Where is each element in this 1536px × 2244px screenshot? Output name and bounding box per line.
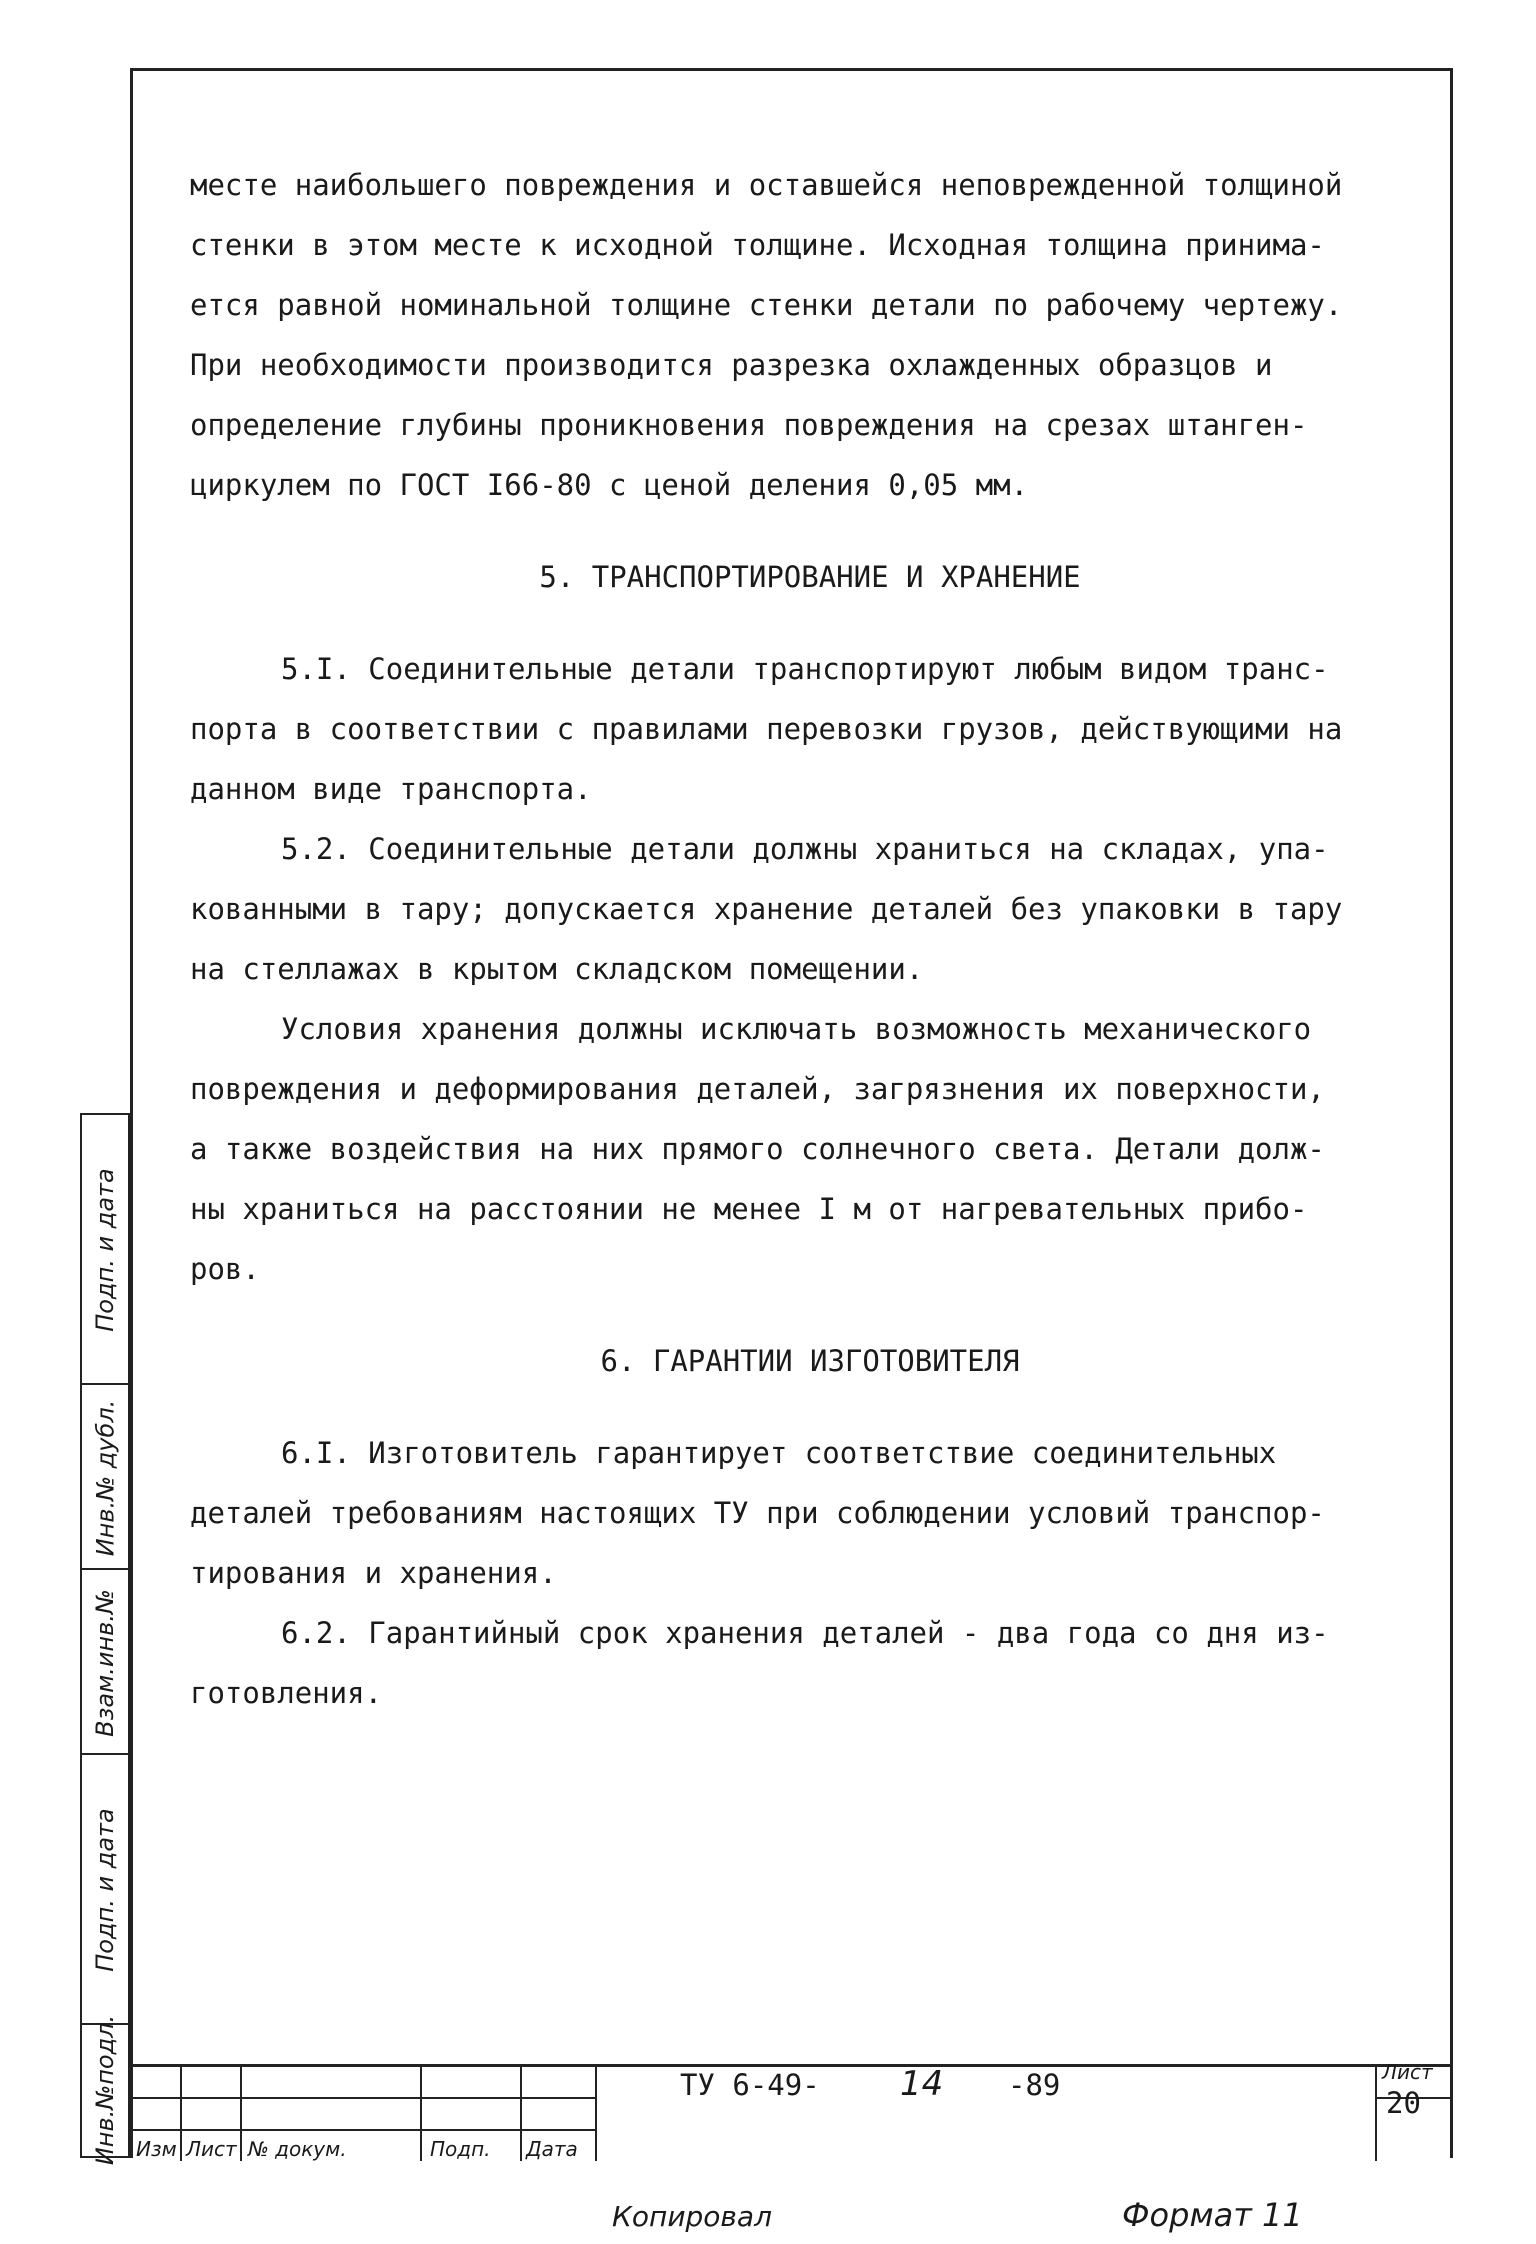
intro-paragraph (190, 155, 1430, 515)
sheet-label: Лист (1382, 2060, 1433, 2084)
footer-copied: Копировал (612, 2200, 772, 2233)
side-label-sign-date: Подп. и дата (91, 1168, 119, 1332)
sheet-number: 20 (1386, 2086, 1421, 2120)
section-6-heading: 6. ГАРАНТИИ ИЗГОТОВИТЕЛЯ (600, 1344, 1020, 1378)
text-line: тирования и хранения. (190, 1556, 557, 1590)
section-5-paragraph-1 (190, 639, 1430, 819)
section-5-paragraph-3 (190, 999, 1430, 1299)
text-line: 6.2. Гарантийный срок хранения деталей - два года со дня из- (281, 1616, 1329, 1650)
text-line: 5.I. Соединительные детали транспортируют любым видом транс- (281, 652, 1329, 686)
text-line: циркулем по ГОСТ I66-80 с ценой деления 0,05 мм. (190, 468, 1029, 502)
section-6-paragraph-2 (190, 1603, 1430, 1723)
footer-format: Формат 11 (1122, 2196, 1303, 2234)
doc-code-number: 14 (900, 2064, 944, 2104)
text-line: а также воздействия на них прямого солнечного света. Детали долж- (190, 1132, 1325, 1166)
text-line: деталей требованиям настоящих ТУ при соблюдении условий транспор- (190, 1496, 1325, 1530)
col-label-doc-no: № докум. (248, 2137, 347, 2161)
col-label-sign: Подп. (430, 2137, 491, 2161)
text-line: 6.I. Изготовитель гарантирует соответствие соединительных (281, 1436, 1277, 1470)
text-line: данном виде транспорта. (190, 772, 592, 806)
text-line: готовления. (190, 1676, 383, 1710)
text-line: определение глубины проникновения повреждения на срезах штанген- (190, 408, 1308, 442)
text-line: ны храниться на расстоянии не менее I м от нагревательных прибо- (190, 1192, 1308, 1226)
side-label-sign-date-2: Подп. и дата (91, 1808, 119, 1972)
side-label-orig-inv: Инв.№подл. (91, 2014, 120, 2166)
col-label-date: Дата (526, 2137, 578, 2161)
text-line: Условия хранения должны исключать возможность механического (281, 1012, 1312, 1046)
text-line: порта в соответствии с правилами перевозки грузов, действующими на (190, 712, 1343, 746)
side-strip (80, 1113, 130, 2166)
text-line: месте наибольшего повреждения и оставшейся неповрежденной толщиной (190, 168, 1343, 202)
col-label-sheet: Лист (186, 2137, 237, 2161)
text-line: При необходимости производится разрезка охлажденных образцов и (190, 348, 1273, 382)
text-line: на стеллажах в крытом складском помещении. (190, 952, 924, 986)
doc-code-suffix: -89 (1008, 2068, 1061, 2102)
text-line: кованными в тару; допускается хранение деталей без упаковки в тару (190, 892, 1343, 926)
text-line: 5.2. Соединительные детали должны храниться на складах, упа- (281, 832, 1329, 866)
section-6-paragraph-1 (190, 1423, 1430, 1603)
section-5-heading: 5. ТРАНСПОРТИРОВАНИЕ И ХРАНЕНИЕ (539, 560, 1081, 594)
text-line: ров. (190, 1252, 260, 1286)
doc-code-prefix: ТУ 6-49- (680, 2068, 820, 2102)
col-label-change: Изм (136, 2137, 177, 2161)
section-5-paragraph-2 (190, 819, 1430, 999)
text-line: стенки в этом месте к исходной толщине. Исходная толщина принима- (190, 228, 1325, 262)
text-line: повреждения и деформирования деталей, загрязнения их поверхности, (190, 1072, 1325, 1106)
side-label-replace-inv: Взам.инв.№ (91, 1588, 120, 1737)
side-label-dup-inv: Инв.№ дубл. (91, 1399, 120, 1556)
document-body (190, 155, 1430, 1723)
text-line: ется равной номинальной толщине стенки детали по рабочему чертежу. (190, 288, 1343, 322)
